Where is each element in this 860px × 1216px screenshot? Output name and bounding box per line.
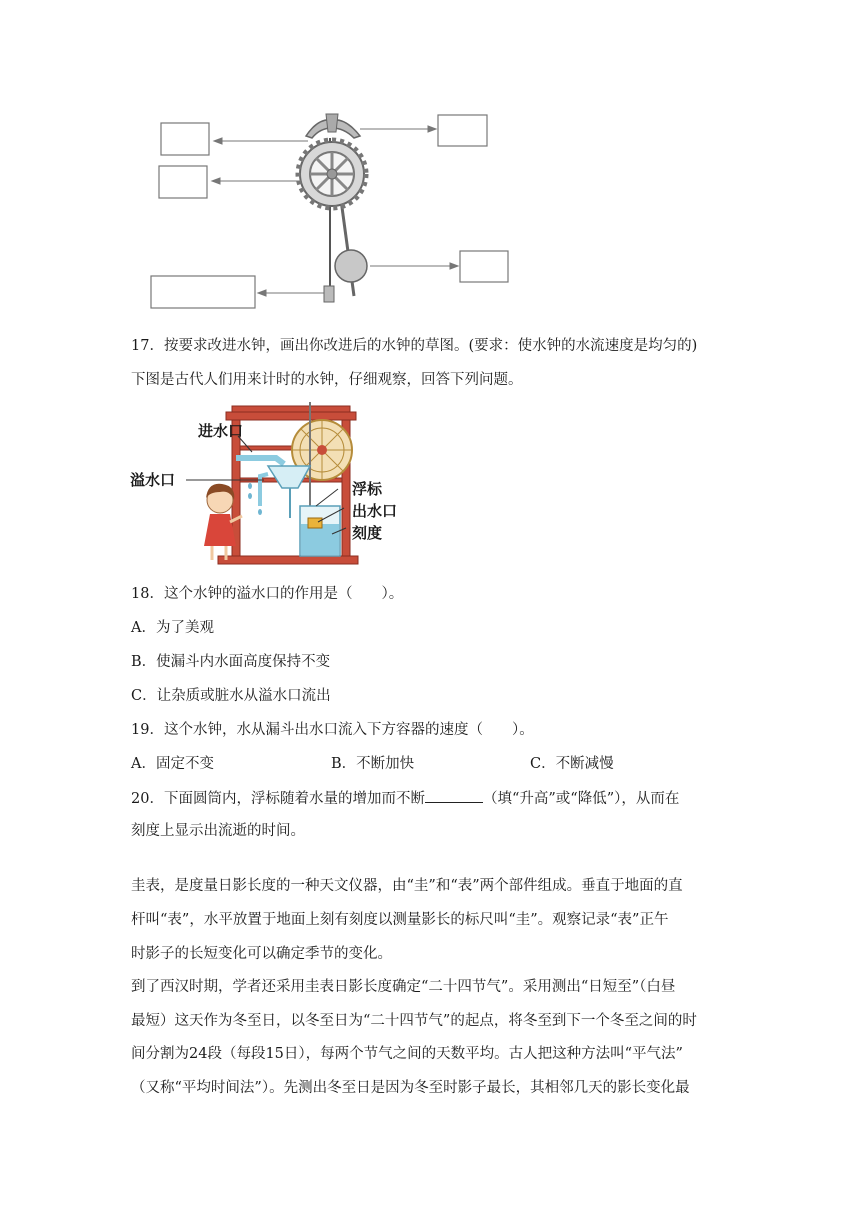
label-overflow: 溢水口 xyxy=(130,471,176,489)
q19-option-b[interactable]: B．不断加快 xyxy=(331,756,415,772)
q20-text-2: （填“升高”或“降低”），从而在 xyxy=(482,791,680,807)
q18-option-b[interactable]: B．使漏斗内水面高度保持不变 xyxy=(131,654,331,670)
label-inlet: 进水口 xyxy=(198,422,244,440)
label-box-1[interactable] xyxy=(161,123,209,155)
passage-line-6: 间分割为24段（每段15日），每两个节气之间的天数平均。古人把这种方法叫“平气法” xyxy=(131,1046,683,1062)
float-marker xyxy=(308,518,322,528)
label-float: 浮标 xyxy=(352,480,383,498)
question-20 xyxy=(131,788,679,809)
q20-text-1: 20．下面圆筒内，浮标随着水量的增加而不断 xyxy=(131,791,425,807)
label-box-5[interactable] xyxy=(151,276,255,308)
q19-option-a[interactable]: A．固定不变 xyxy=(131,756,214,772)
passage-line-5: 最短）这天作为冬至日，以冬至日为“二十四节气”的起点，将冬至到下一个冬至之间的时 xyxy=(131,1013,697,1029)
label-box-2[interactable] xyxy=(159,166,207,198)
pendulum-bob xyxy=(335,250,367,282)
question-17: 17．按要求改进水钟，画出你改进后的水钟的草图。(要求：使水钟的水流速度是均匀的) xyxy=(131,338,698,354)
label-scale: 刻度 xyxy=(352,524,383,542)
water-clock-intro: 下图是古代人们用来计时的水钟，仔细观察，回答下列问题。 xyxy=(131,372,523,388)
q20-answer-blank[interactable] xyxy=(425,788,483,803)
passage-line-4: 到了西汉时期，学者还采用圭表日影长度确定“二十四节气”。采用测出“日短至”（白昼 xyxy=(131,979,676,995)
passage-line-3: 时影子的长短变化可以确定季节的变化。 xyxy=(131,946,392,962)
passage-line-1: 圭表，是度量日影长度的一种天文仪器，由“圭”和“表”两个部件组成。垂直于地面的直 xyxy=(131,878,683,894)
label-box-3[interactable] xyxy=(438,115,487,146)
question-18: 18．这个水钟的溢水口的作用是（ ）。 xyxy=(131,586,404,602)
label-outlet: 出水口 xyxy=(352,502,398,520)
q19-option-c[interactable]: C．不断减慢 xyxy=(530,756,614,772)
water-clock-figure xyxy=(128,398,418,566)
passage-line-2: 杆叫“表”，水平放置于地面上刻有刻度以测量影长的标尺叫“圭”。观察记录“表”正午 xyxy=(131,912,669,928)
q18-option-a[interactable]: A．为了美观 xyxy=(131,620,214,636)
pendulum-clock-figure xyxy=(148,108,518,313)
label-box-4[interactable] xyxy=(460,251,508,282)
escape-wheel xyxy=(298,140,366,208)
q18-option-c[interactable]: C．让杂质或脏水从溢水口流出 xyxy=(131,688,331,704)
weight xyxy=(324,286,334,302)
funnel xyxy=(268,466,310,488)
question-19: 19．这个水钟，水从漏斗出水口流入下方容器的速度（ ）。 xyxy=(131,722,534,738)
passage-line-7: （又称“平均时间法”）。先测出冬至日是因为冬至时影子最长，其相邻几天的影长变化最 xyxy=(131,1080,690,1096)
question-20-line-2: 刻度上显示出流逝的时间。 xyxy=(131,823,305,839)
